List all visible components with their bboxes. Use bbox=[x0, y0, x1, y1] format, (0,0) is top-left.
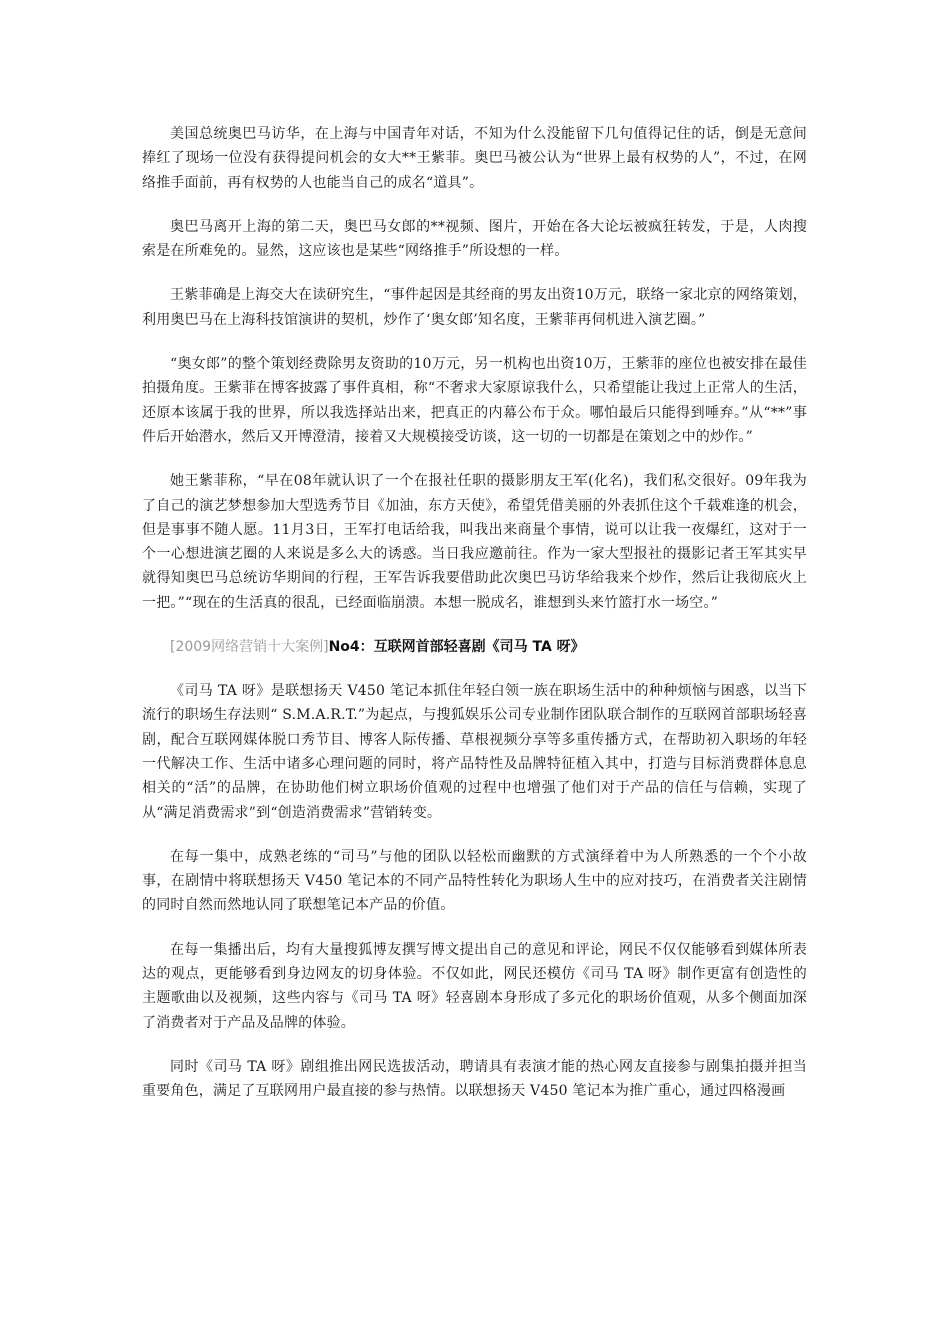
document-page bbox=[142, 122, 807, 1124]
section-tag: [2009网络营销十大案例] bbox=[170, 639, 329, 656]
paragraph: “奥女郎”的整个策划经费除男友资助的10万元，另一机构也出资10万，王紫菲的座位也被安排在最佳拍摄角度。王紫菲在博客披露了事件真相，称“不奢求大家原谅我什么，只希望能让我过上正常人的生活，还原本该属于我的世界，所以我选择站出来，把真正的内幕公布于众。哪怕最后只能得到唾弃。”从“**”事件后开始潜水，然后又开博澄清，接着又大规模接受访谈，这一切的一切都是在策划之中的炒作。” bbox=[142, 356, 807, 445]
paragraph: 在每一集播出后，均有大量搜狐博友撰写博文提出自己的意见和评论，网民不仅仅能够看到媒体所表达的观点，更能够看到身边网友的切身体验。不仅如此，网民还模仿《司马 TA 呀》制作更富有创造性的主题歌曲以及视频，这些内容与《司马 TA 呀》轻喜剧本身形成了多元化的职场价值观，从多个侧面加深了消费者对于产品及品牌的体验。 bbox=[142, 941, 807, 1031]
paragraph: 同时《司马 TA 呀》剧组推出网民选拔活动，聘请具有表演才能的热心网友直接参与剧集拍摄并担当重要角色，满足了互联网用户最直接的参与热情。以联想扬天 V450 笔记本为推广重心，通过四格漫画 bbox=[142, 1058, 807, 1100]
paragraph: 《司马 TA 呀》是联想扬天 V450 笔记本抓住年轻白领一族在职场生活中的种种烦恼与困惑，以当下流行的职场生存法则“ S.M.A.R.T.”为起点，与搜狐娱乐公司专业制作团队联合制作的互联网首部职场轻喜剧，配合互联网媒体脱口秀节目、博客人际传播、草根视频分享等多重传播方式，在帮助初入职场的年轻一代解决工作、生活中诸多心理问题的同时，将产品特性及品牌特征植入其中，打造与目标消费群体息息相关的“活”的品牌，在协助他们树立职场价值观的过程中也增强了他们对于产品的信任与信赖，实现了从“满足消费需求”到“创造消费需求”营销转变。 bbox=[142, 683, 807, 821]
section-heading bbox=[142, 635, 807, 659]
paragraph: 奥巴马离开上海的第二天，奥巴马女郎的**视频、图片，开始在各大论坛被疯狂转发，于是，人肉搜索是在所难免的。显然，这应该也是某些“网络推手”所设想的一样。 bbox=[142, 218, 807, 260]
paragraph: 美国总统奥巴马访华，在上海与中国青年对话，不知为什么没能留下几句值得记住的话，倒是无意间捧红了现场一位没有获得提问机会的女大**王紫菲。奥巴马被公认为“世界上最有权势的人”，不过，在网络推手面前，再有权势的人也能当自己的成名“道具”。 bbox=[142, 126, 807, 191]
paragraph: 她王紫菲称，“早在08年就认识了一个在报社任职的摄影朋友王军(化名)，我们私交很好。09年我为了自己的演艺梦想参加大型选秀节目《加油，东方天使》，希望凭借美丽的外表抓住这个千载难逢的机会，但是事事不随人愿。11月3日，王军打电话给我，叫我出来商量个事情，说可以让我一夜爆红，这对于一个一心想进演艺圈的人来说是多么大的诱惑。当日我应邀前往。作为一家大型报社的摄影记者王军其实早就得知奥巴马总统访华期间的行程，王军告诉我要借助此次奥巴马访华给我来个炒作，然后让我彻底火上一把。”“现在的生活真的很乱，已经面临崩溃。本想一脱成名，谁想到头来竹篮打水一场空。” bbox=[142, 473, 807, 611]
paragraph: 在每一集中，成熟老练的“司马”与他的团队以轻松而幽默的方式演绎着中为人所熟悉的一个个小故事，在剧情中将联想扬天 V450 笔记本的不同产品特性转化为职场人生中的应对技巧，在消费者关注剧情的同时自然而然地认同了联想笔记本产品的价值。 bbox=[142, 848, 807, 914]
paragraph: 王紫菲确是上海交大在读研究生，“事件起因是其经商的男友出资10万元，联络一家北京的网络策划，利用奥巴马在上海科技馆演讲的契机，炒作了‘奥女郎’知名度，王紫菲再伺机进入演艺圈。” bbox=[142, 287, 807, 328]
section-title: No4：互联网首部轻喜剧《司马 TA 呀》 bbox=[328, 639, 585, 656]
